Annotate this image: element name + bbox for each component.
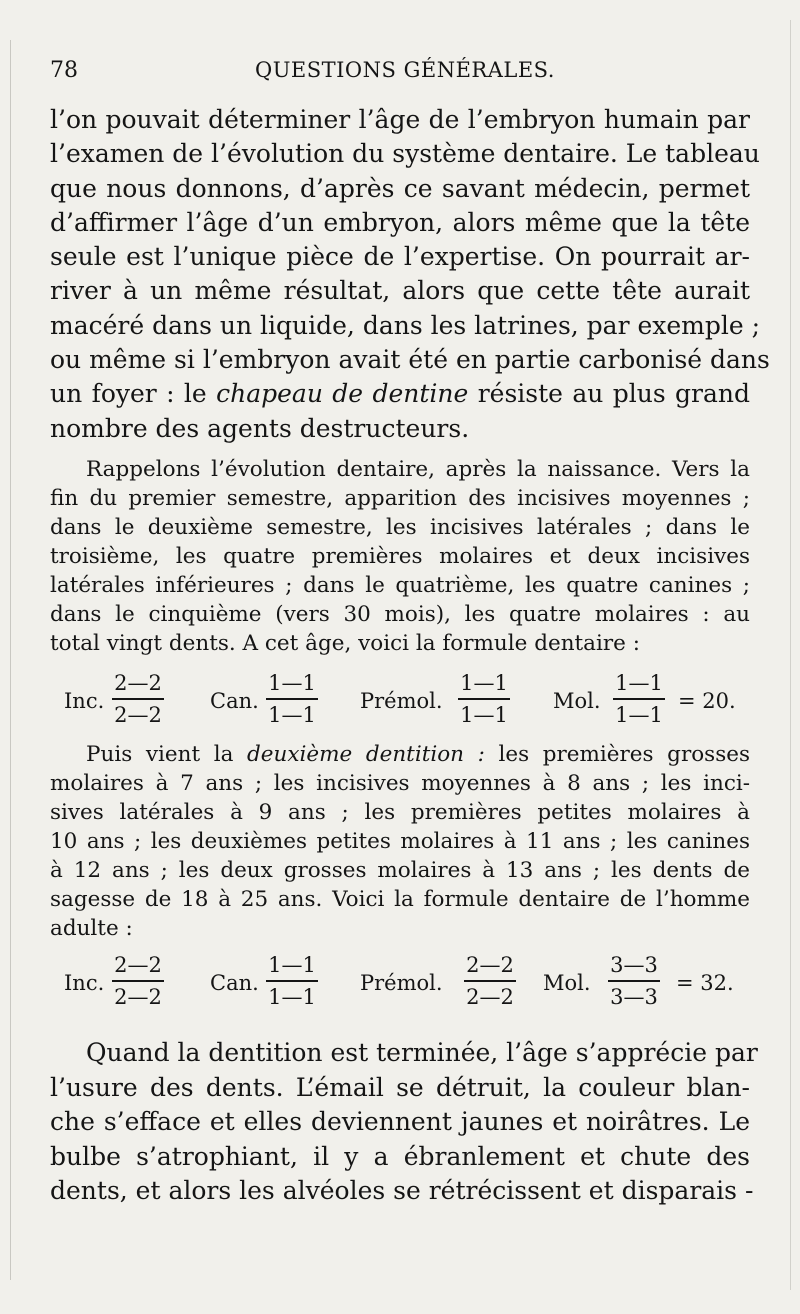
- fraction-premolars: [458, 670, 510, 728]
- text-line: d’affirmer l’âge d’un embryon, alors même que la tête: [50, 207, 750, 237]
- text-line: [50, 377, 750, 411]
- paragraph-4: [50, 1036, 758, 1209]
- formula-label-molars: Mol.: [553, 689, 601, 713]
- formula-label-canines: Can.: [210, 971, 259, 995]
- text-line: [50, 740, 750, 769]
- fraction-incisors: [112, 952, 164, 1010]
- fraction-molars: [608, 952, 660, 1010]
- fraction-numerator: 2—2: [114, 953, 162, 977]
- text-line: sagesse de 18 à 25 ans. Voici la formule dentaire de l’homme: [50, 887, 750, 912]
- fraction-molars: [613, 670, 665, 728]
- formula-label-premolars: Prémol.: [360, 689, 443, 713]
- text-line: dans le deuxième semestre, les incisives latérales ; dans le: [50, 515, 750, 540]
- text-line: l’on pouvait déterminer l’âge de l’embryon humain par: [50, 105, 750, 134]
- fraction-bar: [266, 698, 318, 700]
- fraction-bar: [112, 980, 164, 982]
- fraction-canines: [266, 952, 318, 1010]
- running-title: QUESTIONS GÉNÉRALES.: [255, 58, 555, 82]
- text-line: que nous donnons, d’après ce savant médecin, permet: [50, 173, 750, 203]
- text-line: ou même si l’embryon avait été en partie carbonisé dans: [50, 345, 770, 375]
- fraction-bar: [458, 698, 510, 700]
- text-line: adulte :: [50, 916, 133, 941]
- text-run: les premières grosses: [484, 742, 750, 767]
- text-line: à 12 ans ; les deux grosses molaires à 13 ans ; les dents de: [50, 858, 750, 883]
- dental-formula-child: [50, 670, 750, 732]
- fraction-numerator: 1—1: [268, 671, 316, 695]
- text-line: macéré dans un liquide, dans les latrines, par exemple ;: [50, 310, 761, 340]
- text-line: sives latérales à 9 ans ; les premières petites molaires à: [50, 800, 750, 825]
- page-edge-right: [790, 20, 791, 1290]
- text-line: molaires à 7 ans ; les incisives moyennes à 8 ans ; les inci-: [50, 771, 750, 796]
- formula-result: = 32.: [676, 971, 734, 995]
- text-line: troisième, les quatre premières molaires et deux incisives: [50, 544, 750, 569]
- text-run: résiste au plus grand: [468, 379, 750, 409]
- fraction-bar: [613, 698, 665, 700]
- fraction-incisors: [112, 670, 164, 728]
- text-run: Puis vient la: [86, 742, 248, 767]
- text-line: latérales inférieures ; dans le quatrième, les quatre canines ;: [50, 573, 750, 598]
- text-line: l’examen de l’évolution du système dentaire. Le tableau: [50, 139, 760, 169]
- formula-label-canines: Can.: [210, 689, 259, 713]
- fraction-numerator: 1—1: [615, 671, 663, 695]
- fraction-bar: [112, 698, 164, 700]
- text-run: un foyer : le: [50, 379, 217, 409]
- fraction-denominator: 2—2: [114, 984, 162, 1009]
- fraction-denominator: 1—1: [615, 702, 663, 727]
- text-line: fin du premier semestre, apparition des incisives moyennes ;: [50, 486, 750, 511]
- text-line: dans le cinquième (vers 30 mois), les quatre molaires : au: [50, 602, 750, 627]
- fraction-denominator: 1—1: [268, 702, 316, 727]
- text-line: nombre des agents destructeurs.: [50, 413, 470, 443]
- text-line: l’usure des dents. L’émail se détruit, la couleur blan-: [50, 1072, 750, 1102]
- fraction-numerator: 2—2: [114, 671, 162, 695]
- fraction-premolars: [464, 952, 516, 1010]
- formula-label-incisors: Inc.: [64, 971, 105, 995]
- page-header: [50, 58, 750, 94]
- italic-term: deuxième dentition :: [247, 742, 485, 767]
- text-line: bulbe s’atrophiant, il y a ébranlement et chute des: [50, 1141, 750, 1171]
- paragraph-1: [50, 103, 770, 446]
- fraction-denominator: 1—1: [268, 984, 316, 1009]
- paragraph-2: [50, 455, 750, 658]
- text-line: 10 ans ; les deuxièmes petites molaires à 11 ans ; les canines: [50, 829, 750, 854]
- page-edge-left: [10, 40, 11, 1280]
- fraction-denominator: 1—1: [460, 702, 508, 727]
- text-line: Rappelons l’évolution dentaire, après la naissance. Vers la: [86, 457, 750, 482]
- text-line: total vingt dents. A cet âge, voici la formule dentaire :: [50, 631, 640, 656]
- text-line: river à un même résultat, alors que cette tête aurait: [50, 276, 750, 306]
- fraction-bar: [608, 980, 660, 982]
- fraction-numerator: 1—1: [268, 953, 316, 977]
- fraction-bar: [464, 980, 516, 982]
- fraction-denominator: 2—2: [466, 984, 514, 1009]
- text-line: dents, et alors les alvéoles se rétrécissent et disparais -: [50, 1176, 754, 1205]
- text-line: seule est l’unique pièce de l’expertise. On pourrait ar-: [50, 242, 750, 272]
- paragraph-3: [50, 740, 750, 943]
- formula-label-molars: Mol.: [543, 971, 591, 995]
- text-line: Quand la dentition est terminée, l’âge s’apprécie par: [86, 1038, 758, 1067]
- text-line: che s’efface et elles deviennent jaunes et noirâtres. Le: [50, 1107, 750, 1136]
- fraction-denominator: 3—3: [610, 984, 658, 1009]
- fraction-numerator: 2—2: [466, 953, 514, 977]
- fraction-bar: [266, 980, 318, 982]
- page-number: 78: [50, 58, 78, 83]
- fraction-numerator: 3—3: [610, 953, 658, 977]
- formula-result: = 20.: [678, 689, 736, 713]
- dental-formula-adult: [50, 952, 750, 1014]
- fraction-denominator: 2—2: [114, 702, 162, 727]
- formula-label-premolars: Prémol.: [360, 971, 443, 995]
- italic-term: chapeau de dentine: [216, 379, 469, 409]
- fraction-numerator: 1—1: [460, 671, 508, 695]
- formula-label-incisors: Inc.: [64, 689, 105, 713]
- fraction-canines: [266, 670, 318, 728]
